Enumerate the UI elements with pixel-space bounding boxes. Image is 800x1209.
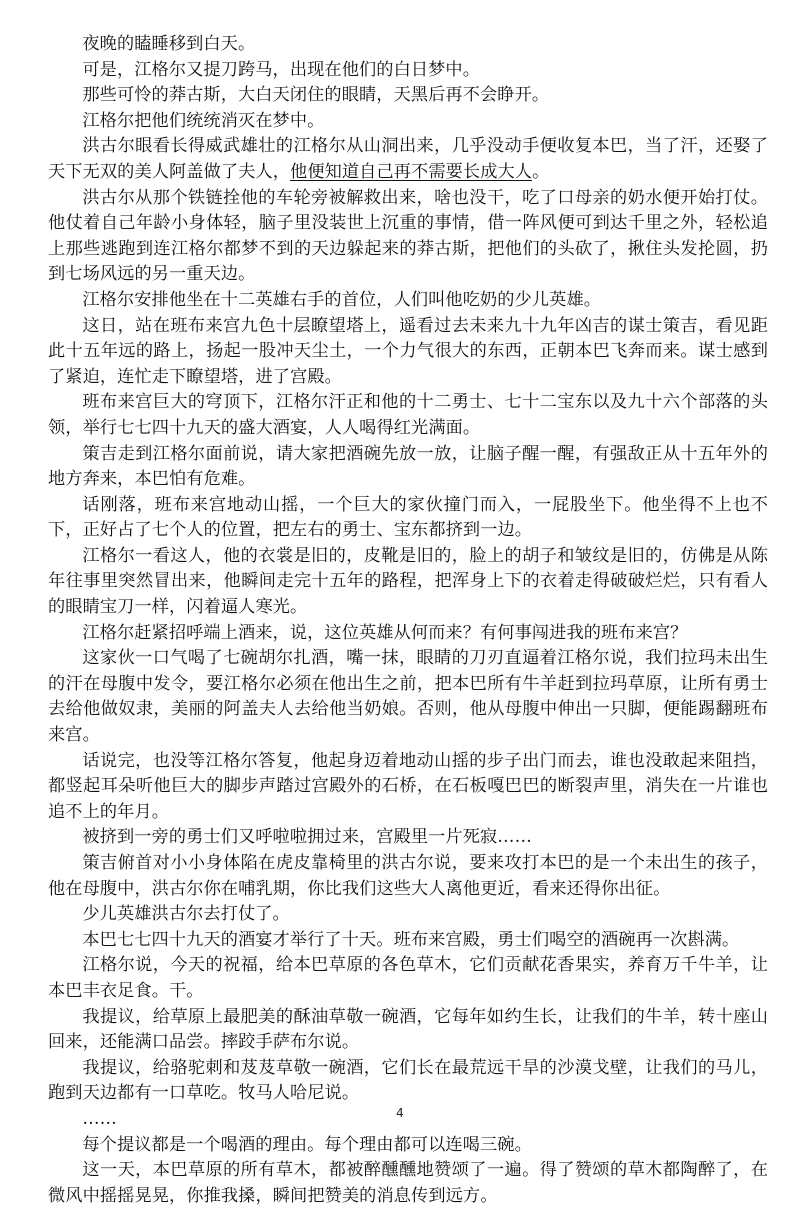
page-number: 4 [396,1106,404,1120]
paragraph: 这日，站在班布来宫九色十层瞭望塔上，遥看过去未来九十九年凶吉的谋士策吉，看见距此十五年远的路上，扬起一股冲天尘土，一个力气很大的东西，正朝本巴飞奔而来。谋士感到了紧迫，连忙走下瞭望塔，进了宫殿。 [48,315,768,387]
paragraph: 每个提议都是一个喝酒的理由。每个理由都可以连喝三碗。 [82,1134,532,1155]
paragraph-text: 洪古尔眼看长得威武雄壮的江格尔从山洞出来，几乎没动手便收复本巴，当了汗，还娶了天下无双的美人阿盖做了夫人， [48,136,768,182]
paragraph: 话刚落，班布来宫地动山摇，一个巨大的家伙撞门而入，一屁股坐下。他坐得不上也不下，正好占了七个人的位置，把左右的勇士、宝东都挤到一边。 [48,494,768,541]
paragraph: 被挤到一旁的勇士们又呼啦啦拥过来，宫殿里一片死寂…… [82,827,532,848]
paragraph: 策吉俯首对小小身体陷在虎皮靠椅里的洪古尔说，要来攻打本巴的是一个未出生的孩子，他在母腹中，洪古尔你在哺乳期，你比我们这些大人离他更近，看来还得你出征。 [48,853,768,899]
paragraph: 可是，江格尔又提刀跨马，出现在他们的白日梦中。 [82,59,481,80]
paragraph: 策吉走到江格尔面前说，请大家把酒碗先放一放，让脑子醒一醒，有强敌正从十五年外的地方奔来，本巴怕有危难。 [48,443,768,490]
paragraph: 话说完，也没等江格尔答复，他起身迈着地动山摇的步子出门而去，谁也没敢起来阻挡，都竖起耳朵听他巨大的脚步声踏过宫殿外的石桥，在石板嘎巴巴的断裂声里，消失在一片谁也追不上的年月。 [48,750,768,822]
paragraph: 夜晚的瞌睡移到白天。 [82,34,256,54]
paragraph: 我提议，给骆驼刺和芨芨草敬一碗酒，它们长在最荒远干旱的沙漠戈壁，让我们的马儿，跑到天边都有一口草吃。牧马人哈尼说。 [48,1057,768,1104]
sentence-end: 。 [532,161,550,182]
paragraph: 这一天，本巴草原的所有草木，都被醉醺醺地赞颂了一遍。得了赞颂的草木都陶醉了，在微风中摇摇晃晃，你推我搡，瞬间把赞美的消息传到远方。 [48,1160,768,1206]
paragraph: 少儿英雄洪古尔去打仗了。 [82,904,290,925]
paragraph-with-underline [48,134,768,185]
underlined-sentence: 他便知道自己再不需要长成大人 [290,161,533,182]
paragraph: 本巴七七四十九天的酒宴才举行了十天。班布来宫殿，勇士们喝空的酒碗再一次斟满。 [82,929,740,950]
paragraph: 洪古尔从那个铁链拴他的车轮旁被解救出来，啥也没干，吃了口母亲的奶水便开始打仗。他仗着自己年龄小身体轻，脑子里没装世上沉重的事情，借一阵风便可到达千里之外，轻松追上那些逃跑到连江格尔都梦不到的天边躲起来的莽古斯，把他们的头砍了，揪住头发抡圆，扔到七场风远的另一重天边。 [48,187,768,285]
paragraph: 班布来宫巨大的穹顶下，江格尔汗正和他的十二勇士、七十二宝东以及九十六个部落的头领，举行七七四十九天的盛大酒宴，人人喝得红光满面。 [48,392,768,438]
paragraph: 江格尔赶紧招呼端上酒来，说，这位英雄从何而来？有何事闯进我的班布来宫？ [82,622,688,643]
paragraph: 江格尔一看这人，他的衣裳是旧的，皮靴是旧的，脸上的胡子和皱纹是旧的，仿佛是从陈年往事里突然冒出来，他瞬间走完十五年的路程，把浑身上下的衣着走得破破烂烂，只有看人的眼睛宝刀一样，闪着逼人寒光。 [48,545,768,618]
ellipsis-line: …… [82,1108,117,1129]
paragraph: 这家伙一口气喝了七碗胡尔扎酒，嘴一抹，眼睛的刀刃直逼着江格尔说，我们拉玛未出生的汗在母腹中发令，要江格尔必须在他出生之前，把本巴所有牛羊赶到拉玛草原，让所有勇士去给他做奴隶，美丽的阿盖夫人去给他当奶娘。否则，他从母腹中伸出一只脚，便能踢翻班布来宫。 [48,648,768,746]
paragraph: 我提议，给草原上最肥美的酥油草敬一碗酒，它每年如约生长，让我们的牛羊，转十座山回来，还能满口品尝。摔跤手萨布尔说。 [48,1006,768,1053]
paragraph: 江格尔安排他坐在十二英雄右手的首位，人们叫他吃奶的少儿英雄。 [82,289,602,310]
body-text [48,32,768,1209]
paragraph: 那些可怜的莽古斯，大白天闭住的眼睛，天黑后再不会睁开。 [82,85,550,106]
paragraph: 江格尔把他们统统消灭在梦中。 [82,110,325,131]
paragraph: 江格尔说，今天的祝福，给本巴草原的各色草木，它们贡献花香果实，养育万千牛羊，让本巴丰衣足食。干。 [48,955,768,1001]
